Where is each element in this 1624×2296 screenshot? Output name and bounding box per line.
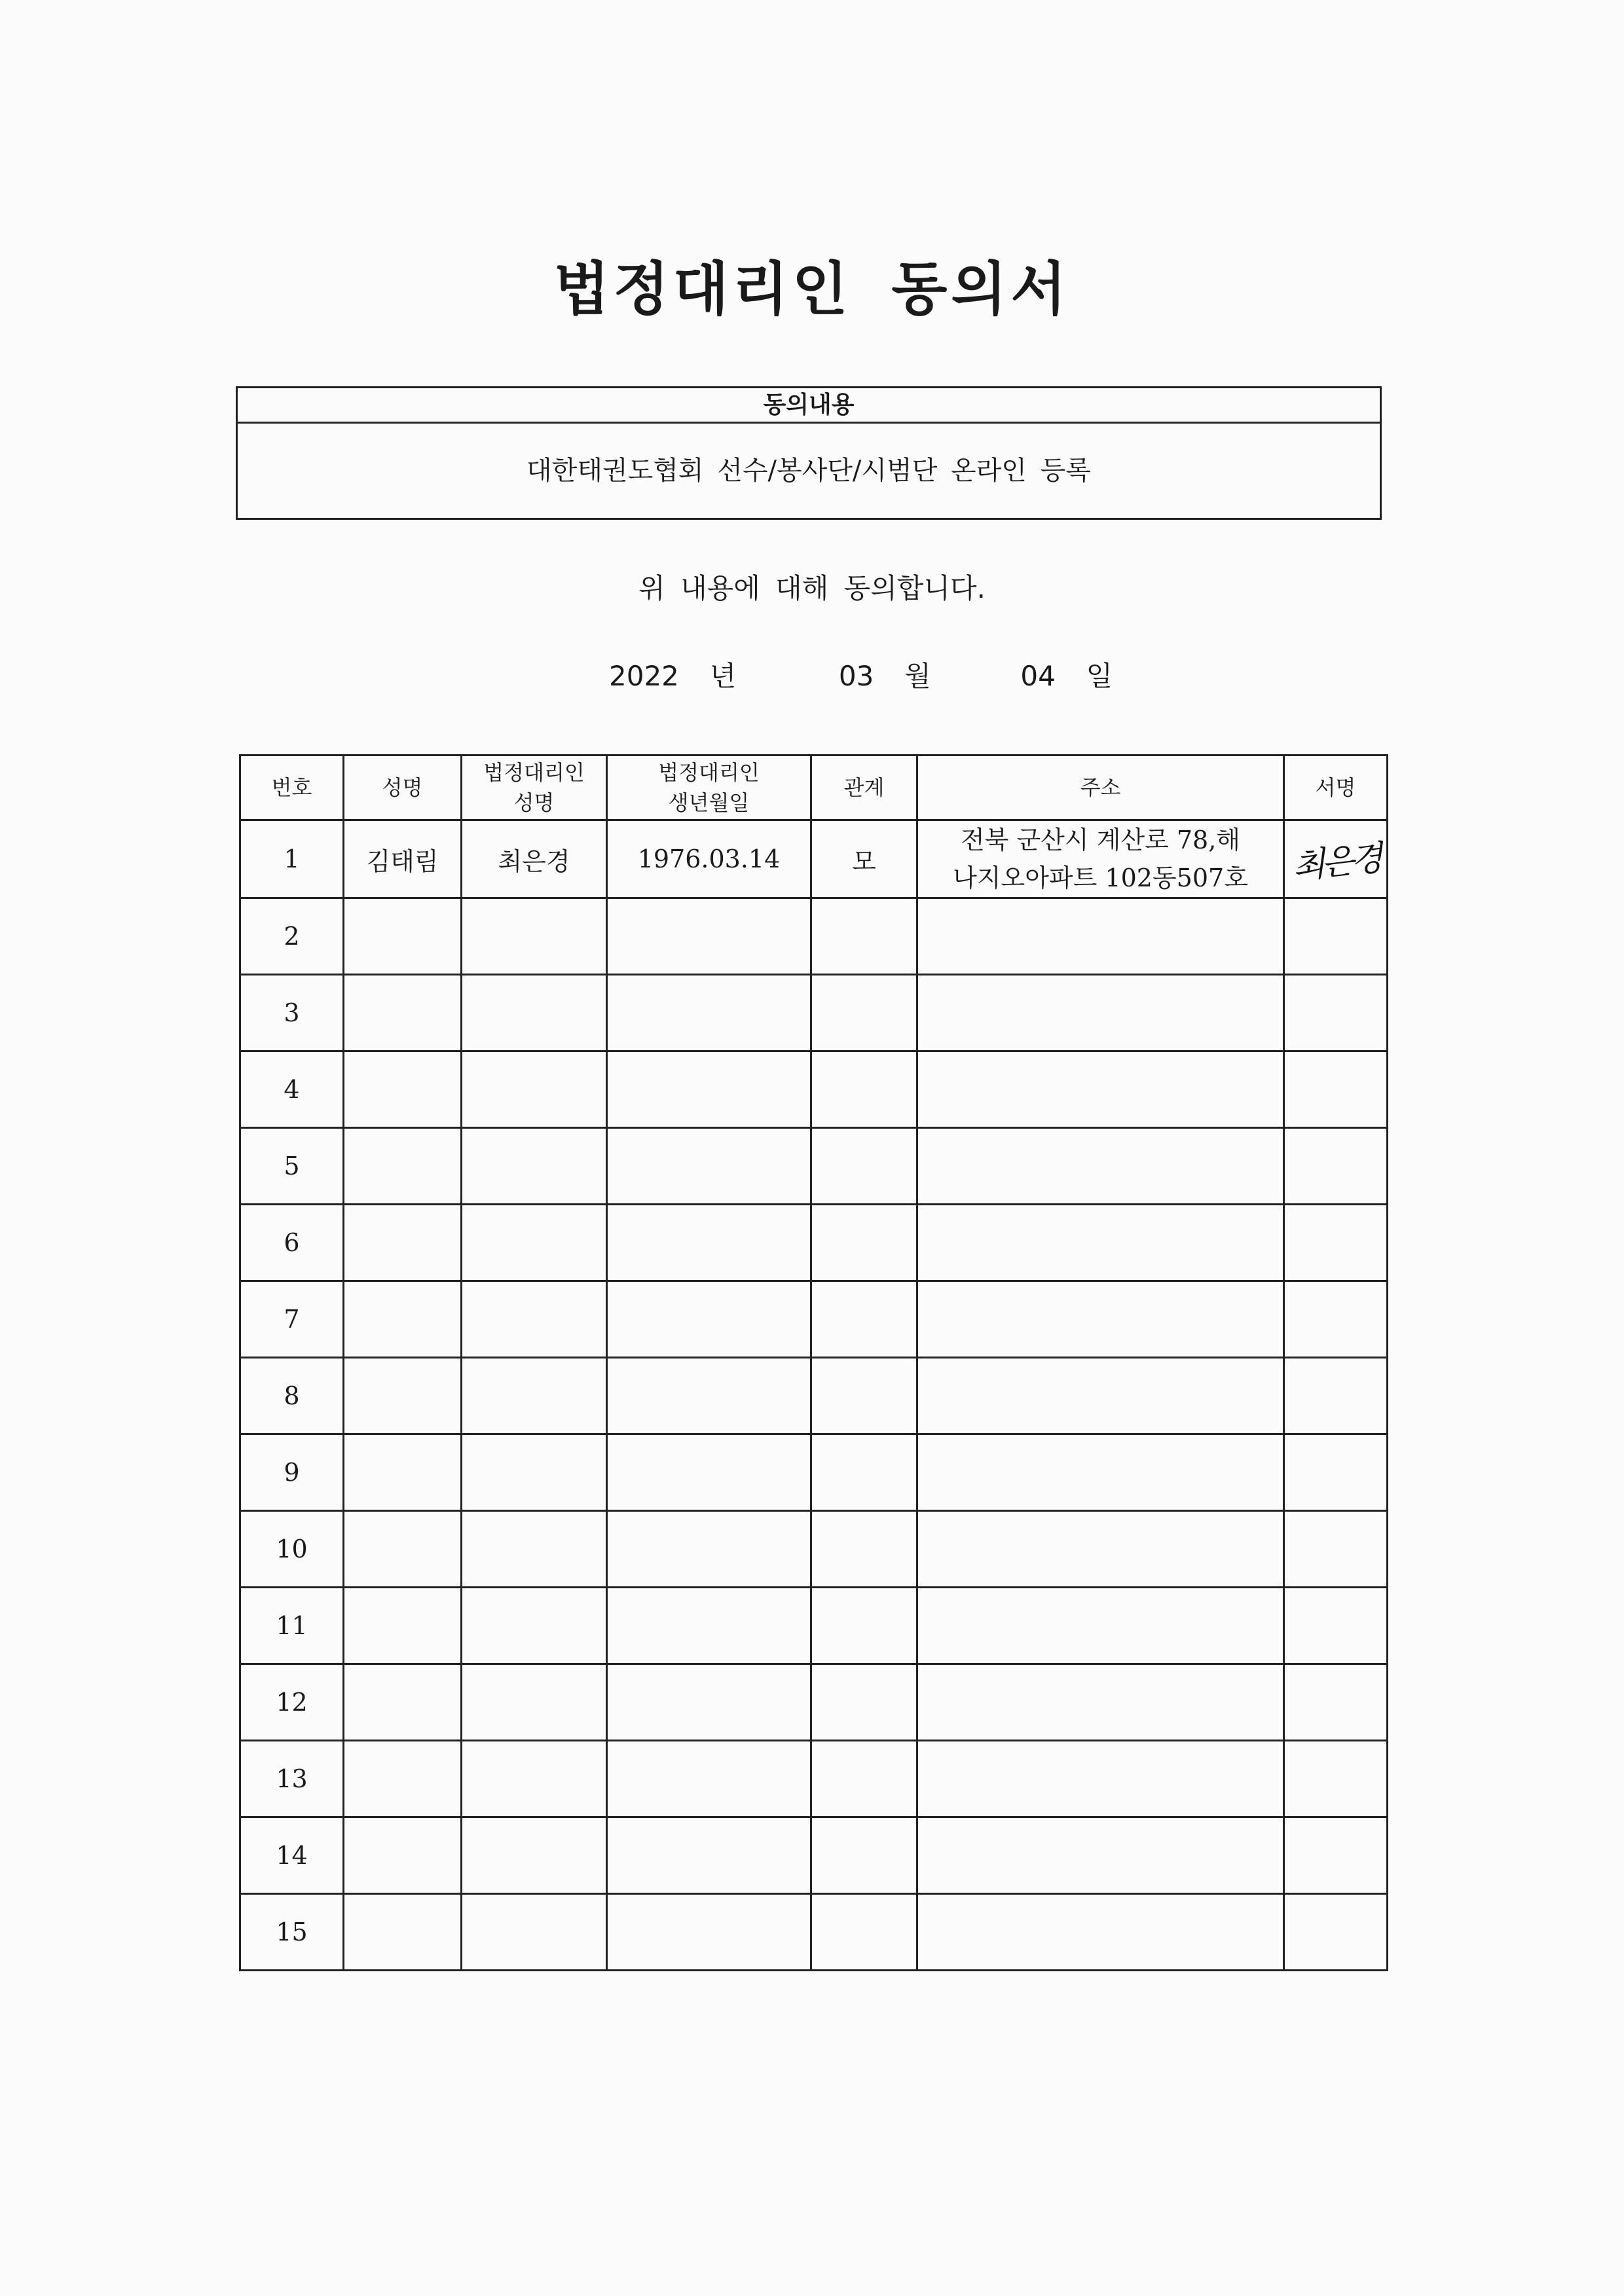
table-row	[240, 1358, 1388, 1434]
cell-name	[344, 1051, 462, 1128]
table-row	[240, 1511, 1388, 1588]
cell-address	[917, 820, 1284, 898]
cell-guardian-birth	[607, 898, 811, 975]
cell-relation	[811, 1128, 917, 1205]
cell-name: 김태림	[344, 820, 462, 898]
cell-address	[917, 898, 1284, 975]
cell-no: 7	[240, 1281, 344, 1358]
date-line	[609, 655, 1113, 694]
table-row	[240, 1128, 1388, 1205]
cell-guardian-name	[462, 1894, 607, 1971]
document-title: 법정대리인 동의서	[553, 255, 1071, 323]
cell-no: 2	[240, 898, 344, 975]
table-row	[240, 975, 1388, 1051]
cell-name	[344, 898, 462, 975]
cell-relation	[811, 1741, 917, 1817]
cell-no: 10	[240, 1511, 344, 1588]
cell-guardian-name: 최은경	[462, 820, 607, 898]
cell-guardian-birth	[607, 1894, 811, 1971]
cell-name	[344, 1741, 462, 1817]
cell-name	[344, 1128, 462, 1205]
header-relation: 관계	[811, 756, 917, 820]
cell-address	[917, 1281, 1284, 1358]
cell-signature	[1284, 1281, 1388, 1358]
cell-relation	[811, 1281, 917, 1358]
cell-address	[917, 1588, 1284, 1664]
cell-guardian-birth	[607, 1051, 811, 1128]
agreement-statement: 위 내용에 대해 동의합니다.	[638, 572, 986, 604]
table-row	[240, 898, 1388, 975]
consent-box	[236, 386, 1382, 520]
cell-guardian-name	[462, 1281, 607, 1358]
cell-no: 12	[240, 1664, 344, 1741]
cell-address	[917, 1894, 1284, 1971]
cell-guardian-birth	[607, 1664, 811, 1741]
table-header-row	[240, 756, 1388, 820]
cell-guardian-birth	[607, 975, 811, 1051]
cell-signature	[1284, 1051, 1388, 1128]
cell-relation	[811, 1817, 917, 1894]
cell-no: 5	[240, 1128, 344, 1205]
table-row	[240, 1281, 1388, 1358]
date-year: 2022	[609, 660, 679, 692]
cell-signature	[1284, 975, 1388, 1051]
cell-signature	[1284, 1434, 1388, 1511]
cell-name	[344, 1817, 462, 1894]
consent-header: 동의내용	[238, 388, 1380, 424]
consent-content: 대한태권도협회 선수/봉사단/시범단 온라인 등록	[526, 456, 1091, 486]
cell-relation	[811, 1664, 917, 1741]
cell-name	[344, 1358, 462, 1434]
table-row	[240, 1894, 1388, 1971]
cell-name	[344, 975, 462, 1051]
table-row	[240, 1434, 1388, 1511]
header-guardian-name-line1: 법정대리인	[483, 760, 585, 785]
cell-guardian-name	[462, 1741, 607, 1817]
header-name: 성명	[344, 756, 462, 820]
cell-signature	[1284, 1817, 1388, 1894]
table-row	[240, 820, 1388, 898]
cell-no: 9	[240, 1434, 344, 1511]
cell-guardian-name	[462, 1358, 607, 1434]
cell-guardian-birth: 1976.03.14	[607, 820, 811, 898]
date-year-unit: 년	[709, 660, 737, 692]
cell-guardian-birth	[607, 1817, 811, 1894]
cell-signature	[1284, 1205, 1388, 1281]
cell-guardian-birth	[607, 1741, 811, 1817]
cell-address	[917, 1817, 1284, 1894]
cell-address-line1: 전북 군산시 계산로 78,해	[960, 826, 1241, 854]
cell-address	[917, 1434, 1284, 1511]
cell-relation	[811, 1511, 917, 1588]
cell-relation	[811, 1051, 917, 1128]
header-guardian-birth	[607, 756, 811, 820]
cell-signature	[1284, 1664, 1388, 1741]
cell-guardian-name	[462, 898, 607, 975]
cell-guardian-name	[462, 1817, 607, 1894]
cell-guardian-birth	[607, 1434, 811, 1511]
cell-no: 15	[240, 1894, 344, 1971]
cell-guardian-name	[462, 1434, 607, 1511]
cell-guardian-name	[462, 1128, 607, 1205]
cell-guardian-name	[462, 1588, 607, 1664]
cell-no: 14	[240, 1817, 344, 1894]
cell-address	[917, 1741, 1284, 1817]
cell-signature	[1284, 820, 1388, 898]
cell-signature	[1284, 1358, 1388, 1434]
cell-no: 1	[240, 820, 344, 898]
cell-address	[917, 1128, 1284, 1205]
header-guardian-name-line2: 성명	[513, 790, 555, 815]
handwritten-signature: 최은경	[1290, 838, 1382, 887]
cell-relation	[811, 898, 917, 975]
cell-relation: 모	[811, 820, 917, 898]
cell-name	[344, 1281, 462, 1358]
cell-signature	[1284, 1128, 1388, 1205]
cell-guardian-birth	[607, 1128, 811, 1205]
header-no: 번호	[240, 756, 344, 820]
cell-guardian-birth	[607, 1588, 811, 1664]
cell-address-line2: 나지오아파트 102동507호	[953, 864, 1248, 892]
cell-relation	[811, 1205, 917, 1281]
header-guardian-birth-line1: 법정대리인	[658, 760, 760, 785]
table-row	[240, 1817, 1388, 1894]
cell-no: 13	[240, 1741, 344, 1817]
cell-relation	[811, 1588, 917, 1664]
cell-name	[344, 1434, 462, 1511]
cell-guardian-birth	[607, 1205, 811, 1281]
date-day: 04	[1020, 660, 1056, 692]
cell-signature	[1284, 898, 1388, 975]
cell-guardian-name	[462, 1511, 607, 1588]
cell-guardian-name	[462, 975, 607, 1051]
cell-relation	[811, 975, 917, 1051]
cell-address	[917, 1511, 1284, 1588]
cell-address	[917, 975, 1284, 1051]
cell-guardian-name	[462, 1205, 607, 1281]
cell-address	[917, 1358, 1284, 1434]
cell-no: 6	[240, 1205, 344, 1281]
cell-name	[344, 1894, 462, 1971]
cell-guardian-birth	[607, 1358, 811, 1434]
cell-name	[344, 1588, 462, 1664]
cell-name	[344, 1205, 462, 1281]
cell-guardian-name	[462, 1664, 607, 1741]
cell-guardian-birth	[607, 1511, 811, 1588]
cell-no: 4	[240, 1051, 344, 1128]
table-row	[240, 1051, 1388, 1128]
cell-guardian-birth	[607, 1281, 811, 1358]
cell-relation	[811, 1358, 917, 1434]
header-address: 주소	[917, 756, 1284, 820]
table-row	[240, 1588, 1388, 1664]
cell-no: 3	[240, 975, 344, 1051]
cell-signature	[1284, 1894, 1388, 1971]
cell-address	[917, 1205, 1284, 1281]
cell-guardian-name	[462, 1051, 607, 1128]
date-month-unit: 월	[904, 660, 931, 692]
table-row	[240, 1741, 1388, 1817]
cell-no: 8	[240, 1358, 344, 1434]
header-guardian-name	[462, 756, 607, 820]
cell-signature	[1284, 1588, 1388, 1664]
cell-name	[344, 1664, 462, 1741]
cell-relation	[811, 1434, 917, 1511]
cell-signature	[1284, 1511, 1388, 1588]
cell-no: 11	[240, 1588, 344, 1664]
guardian-table	[239, 754, 1388, 1971]
cell-name	[344, 1511, 462, 1588]
table-row	[240, 1205, 1388, 1281]
header-signature: 서명	[1284, 756, 1388, 820]
date-day-unit: 일	[1086, 660, 1113, 692]
cell-relation	[811, 1894, 917, 1971]
header-guardian-birth-line2: 생년월일	[668, 790, 750, 815]
cell-signature	[1284, 1741, 1388, 1817]
date-month: 03	[838, 660, 874, 692]
cell-address	[917, 1664, 1284, 1741]
cell-address	[917, 1051, 1284, 1128]
table-row	[240, 1664, 1388, 1741]
